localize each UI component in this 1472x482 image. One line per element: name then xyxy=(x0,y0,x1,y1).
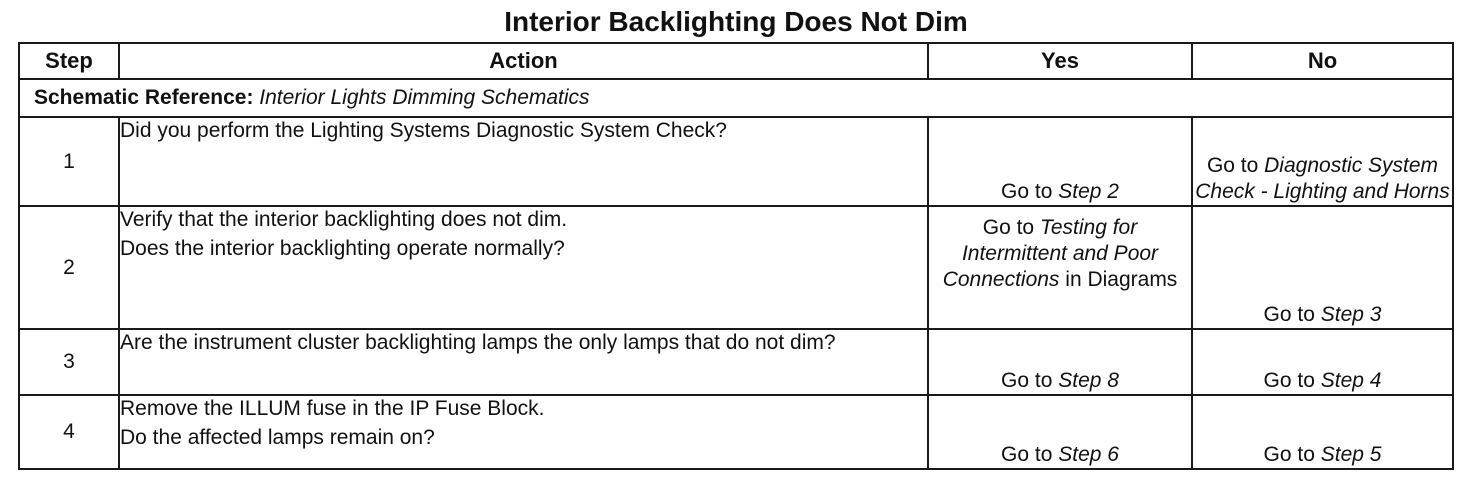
schematic-reference-link[interactable]: Interior Lights Dimming Schematics xyxy=(259,86,590,109)
header-action: Action xyxy=(119,43,928,79)
step-number: 3 xyxy=(19,329,119,395)
header-no: No xyxy=(1192,43,1453,79)
step-number: 4 xyxy=(19,395,119,469)
table-row xyxy=(19,206,1453,329)
no-result xyxy=(1192,395,1453,469)
header-yes: Yes xyxy=(928,43,1192,79)
yes-prefix: Go to xyxy=(1001,369,1059,392)
no-result xyxy=(1192,329,1453,395)
yes-prefix: Go to xyxy=(1001,180,1059,203)
action-text: Remove the ILLUM fuse in the IP Fuse Block. xyxy=(120,397,545,420)
no-step-link[interactable]: Step 5 xyxy=(1320,443,1382,466)
action-text: Are the instrument cluster backlighting lamps the only lamps that do not dim? xyxy=(120,331,836,354)
schematic-reference-label: Schematic Reference: xyxy=(34,86,254,109)
action-cell xyxy=(119,329,928,395)
table-row xyxy=(19,329,1453,395)
schematic-reference-row xyxy=(19,79,1453,117)
yes-step-link[interactable]: Step 6 xyxy=(1058,443,1119,466)
page-title: Interior Backlighting Does Not Dim xyxy=(504,6,968,37)
action-text: Verify that the interior backlighting does not dim. xyxy=(120,208,568,231)
header-row xyxy=(19,43,1453,79)
yes-suffix: in Diagrams xyxy=(1059,268,1178,291)
action-question: Do the affected lamps remain on? xyxy=(120,426,435,449)
action-cell xyxy=(119,206,928,329)
no-step-link[interactable]: Step 3 xyxy=(1320,303,1382,326)
no-step-link[interactable]: Step 4 xyxy=(1320,369,1382,392)
no-result xyxy=(1192,206,1453,329)
no-result xyxy=(1192,117,1453,206)
no-prefix: Go to xyxy=(1263,443,1321,466)
yes-result xyxy=(928,395,1192,469)
step-number: 2 xyxy=(19,206,119,329)
header-step: Step xyxy=(19,43,119,79)
no-prefix: Go to xyxy=(1263,369,1321,392)
no-prefix: Go to xyxy=(1263,303,1321,326)
table-row xyxy=(19,117,1453,206)
no-diagnostic-link[interactable]: Diagnostic System Check - Lighting and Horns xyxy=(1195,154,1450,203)
yes-step-link[interactable]: Step 2 xyxy=(1058,180,1119,203)
no-prefix: Go to xyxy=(1206,154,1265,177)
yes-result xyxy=(928,206,1192,329)
table-row xyxy=(19,395,1453,469)
action-cell xyxy=(119,395,928,469)
step-number: 1 xyxy=(19,117,119,206)
yes-testing-link[interactable]: Testing for Intermittent and Poor Connections xyxy=(942,216,1159,291)
yes-step-link[interactable]: Step 8 xyxy=(1058,369,1119,392)
yes-prefix: Go to xyxy=(982,216,1040,239)
action-text: Did you perform the Lighting Systems Diagnostic System Check? xyxy=(120,119,727,142)
yes-prefix: Go to xyxy=(1001,443,1059,466)
diagnostic-table xyxy=(18,42,1454,470)
action-cell xyxy=(119,117,928,206)
action-question: Does the interior backlighting operate normally? xyxy=(120,237,565,260)
yes-result xyxy=(928,329,1192,395)
schematic-reference xyxy=(19,79,1453,117)
yes-result xyxy=(928,117,1192,206)
